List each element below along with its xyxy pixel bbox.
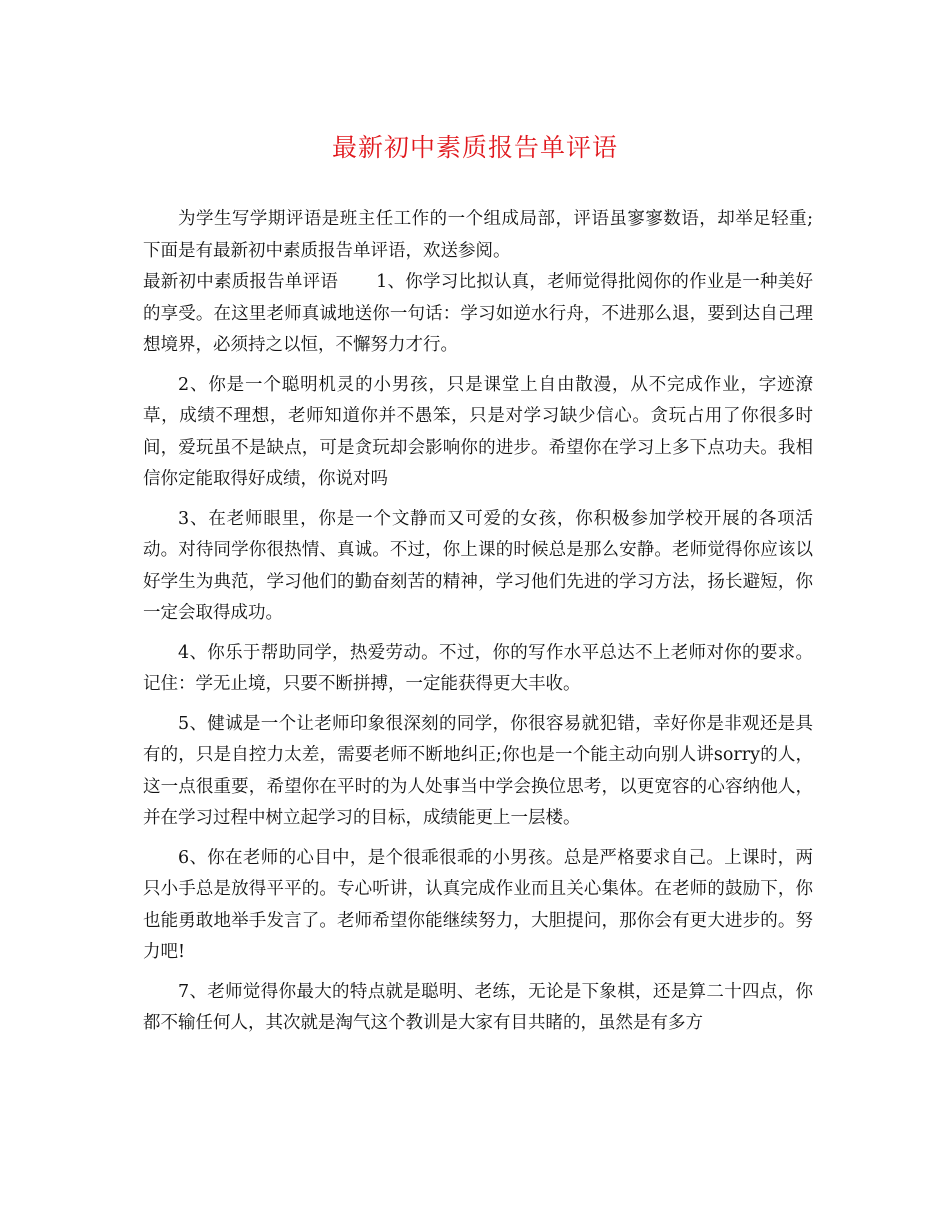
document-title: 最新初中素质报告单评语 <box>331 133 618 162</box>
comment-paragraph-1 <box>143 267 813 362</box>
comment-paragraph-3: 3、在老师眼里，你是一个文静而又可爱的女孩，你积极参加学校开展的各项活动。对待同学你很热情、真诚。不过，你上课的时候总是那么安静。老师觉得你应该以好学生为典范，学习他们的勤奋刻苦的精神，学习他们先进的学习方法，扬长避短，你一定会取得成功。 <box>143 508 813 623</box>
document-body <box>143 204 813 1048</box>
comment-paragraph-2: 2、你是一个聪明机灵的小男孩，只是课堂上自由散漫，从不完成作业，字迹潦草，成绩不理想，老师知道你并不愚笨，只是对学习缺少信心。贪玩占用了你很多时间，爱玩虽不是缺点，可是贪玩却会影响你的进步。希望你在学习上多下点功夫。我相信你定能取得好成绩，你说对吗 <box>143 374 813 489</box>
section-heading: 最新初中素质报告单评语 <box>143 272 339 292</box>
comment-paragraph-5: 5、健诚是一个让老师印象很深刻的同学，你很容易就犯错，幸好你是非观还是具有的，只是自控力太差，需要老师不断地纠正;你也是一个能主动向别人讲sorry的人，这一点很重要，希望你在平时的为人处事当中学会换位思考，以更宽容的心容纳他人，并在学习过程中树立起学习的目标，成绩能更上一层楼。 <box>143 713 813 828</box>
comment-paragraph-4: 4、你乐于帮助同学，热爱劳动。不过，你的写作水平总达不上老师对你的要求。记住：学无止境，只要不断拼搏，一定能获得更大丰收。 <box>143 642 813 694</box>
comment-1-text: 1、你学习比拟认真，老师觉得批阅你的作业是一种美好的享受。在这里老师真诚地送你一句话：学习如逆水行舟，不进那么退，要到达自己理想境界，必须持之以恒，不懈努力才行。 <box>143 272 814 355</box>
comment-paragraph-6: 6、你在老师的心目中，是个很乖很乖的小男孩。总是严格要求自己。上课时，两只小手总是放得平平的。专心听讲，认真完成作业而且关心集体。在老师的鼓励下，你也能勇敢地举手发言了。老师希望你能继续努力，大胆提问，那你会有更大进步的。努力吧! <box>143 847 813 962</box>
comment-paragraph-7: 7、老师觉得你最大的特点就是聪明、老练，无论是下象棋，还是算二十四点，你都不输任何人，其次就是淘气这个教训是大家有目共睹的，虽然是有多方 <box>143 981 813 1033</box>
intro-paragraph: 为学生写学期评语是班主任工作的一个组成局部，评语虽寥寥数语，却举足轻重;下面是有最新初中素质报告单评语，欢送参阅。 <box>143 209 813 261</box>
